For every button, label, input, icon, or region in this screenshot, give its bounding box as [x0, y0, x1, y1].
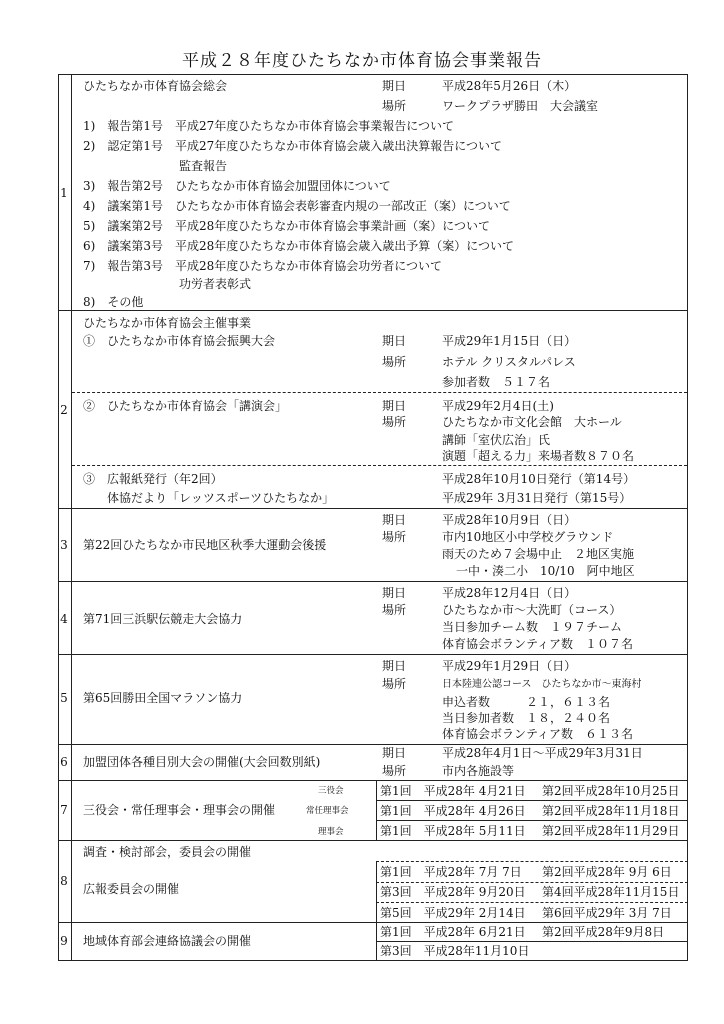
applicant-count: 申込者数 ２１，６１３名 — [442, 695, 611, 709]
row-divider — [58, 654, 688, 655]
meeting-date: 第5回 平成29年 2月14日 — [380, 906, 526, 920]
meeting-date: 第1回 平成28年 6月21日 — [380, 925, 526, 939]
section-number: 3 — [60, 538, 68, 552]
place-value: ひたちなか市～大洗町（コース） — [442, 603, 622, 617]
event-label: ③ 広報紙発行（年2回） — [83, 472, 223, 486]
meeting-date: 第2回平成28年11月29日 — [542, 824, 680, 838]
section-number: 5 — [60, 691, 68, 705]
place-value: 日本陸連公認コース ひたちなか市～東海村 — [442, 679, 642, 690]
place-key: 場所 — [382, 99, 407, 113]
row-label: 第65回勝田全国マラソン協力 — [83, 691, 243, 705]
place-key: 場所 — [382, 677, 407, 691]
section-heading: ひたちなか市体育協会総会 — [83, 79, 228, 93]
schedule-dashed-divider — [376, 902, 688, 903]
place-value: 市内10地区小中学校グラウンド — [442, 530, 614, 544]
place-key: 場所 — [382, 764, 407, 778]
meeting-date: 第6回平成29年 3月 7日 — [542, 906, 672, 920]
row-label: 広報委員会の開催 — [83, 882, 180, 896]
issue-date: 平成29年 3月31日発行（第15号） — [442, 491, 632, 505]
place-value: 市内各施設等 — [442, 764, 515, 778]
date-value: 平成29年1月15日（日） — [442, 334, 577, 348]
section-heading: ひたちなか市体育協会主催事業 — [83, 316, 252, 330]
row-label: 加盟団体各種目別大会の開催(大会回数別紙) — [83, 755, 321, 769]
agenda-item: 2) 認定第1号 平成27年度ひたちなか市体育協会歳入歳出決算報告について — [83, 139, 502, 153]
table-border-bottom — [58, 960, 688, 961]
place-key: 場所 — [382, 415, 407, 429]
row-label: 第22回ひたちなか市民地区秋季大運動会後援 — [83, 538, 327, 552]
meeting-date: 第1回 平成28年 5月11日 — [380, 824, 526, 838]
table-border-left — [58, 74, 59, 961]
place-value: ワークプラザ勝田 大会議室 — [442, 99, 599, 113]
report-table — [58, 74, 688, 961]
volunteer-count: 体育協会ボランティア数 ６１３名 — [442, 727, 634, 741]
note: 雨天のため７会場中止 ２地区実施 — [442, 547, 635, 561]
schedule-row-divider — [376, 800, 688, 801]
date-value: 平成28年10月9日（日） — [442, 513, 577, 527]
date-value: 平成28年5月26日（木） — [442, 79, 577, 93]
date-value: 平成29年1月29日（日） — [442, 659, 577, 673]
date-value: 平成28年4月1日～平成29年3月31日 — [442, 746, 643, 760]
meeting-date: 第2回平成28年 9月 6日 — [542, 865, 672, 879]
participant-count: 参加者数 ５１７名 — [442, 375, 551, 389]
event-label: ② ひたちなか市体育協会「講演会」 — [83, 399, 288, 413]
meeting-type: 理事会 — [318, 827, 344, 837]
meeting-date: 第4回平成28年11月15日 — [542, 885, 680, 899]
dashed-divider — [72, 392, 687, 393]
agenda-item: 3) 報告第2号 ひたちなか市体育協会加盟団体について — [83, 179, 391, 193]
date-key: 期日 — [382, 334, 407, 348]
meeting-date: 第2回平成28年11月18日 — [542, 804, 680, 818]
page-title: 平成２８年度ひたちなか市体育協会事業報告 — [182, 51, 542, 71]
row-divider — [58, 744, 688, 745]
dashed-divider — [72, 465, 687, 466]
row-label: 三役会・常任理事会・理事会の開催 — [83, 803, 276, 817]
date-key: 期日 — [382, 79, 407, 93]
agenda-item: 4) 議案第1号 ひたちなか市体育協会表彰審査内規の一部改正（案）について — [83, 199, 511, 213]
place-key: 場所 — [382, 530, 407, 544]
section-number: 1 — [60, 186, 68, 200]
table-border-right — [687, 74, 688, 961]
meeting-date: 第3回 平成28年11月10日 — [380, 944, 530, 958]
place-value: ホテル クリスタルパレス — [442, 355, 576, 369]
schedule-column-divider — [376, 861, 377, 922]
schedule-dashed-divider — [376, 861, 688, 862]
row-divider — [58, 922, 688, 923]
date-key: 期日 — [382, 659, 407, 673]
event-label: ① ひたちなか市体育協会振興大会 — [83, 334, 276, 348]
agenda-item: 功労者表彰式 — [179, 277, 252, 291]
number-column-divider — [71, 74, 72, 961]
lecturer: 講師「室伏広治」氏 — [442, 433, 551, 447]
team-count: 当日参加チーム数 １９７チーム — [442, 620, 623, 634]
agenda-item: 7) 報告第3号 平成28年度ひたちなか市体育協会功労者について — [83, 259, 442, 273]
place-key: 場所 — [382, 355, 407, 369]
schedule-row-divider — [376, 941, 688, 942]
meeting-date: 第2回平成28年9月8日 — [542, 925, 665, 939]
place-key: 場所 — [382, 603, 407, 617]
row-label: 調査・検討部会，委員会の開催 — [83, 845, 252, 859]
row-divider — [58, 780, 688, 781]
meeting-date: 第1回 平成28年 7月 7日 — [380, 865, 522, 879]
meeting-date: 第2回平成28年10月25日 — [542, 784, 680, 798]
agenda-item: 5) 議案第2号 平成28年度ひたちなか市体育協会事業計画（案）について — [83, 219, 490, 233]
row-divider — [58, 581, 688, 582]
meeting-type: 常任理事会 — [306, 806, 349, 816]
issue-date: 平成28年10月10日発行（第14号） — [442, 472, 636, 486]
schedule-column-divider — [376, 780, 377, 840]
volunteer-count: 体育協会ボランティア数 １０７名 — [442, 637, 634, 651]
row-divider — [58, 310, 688, 311]
meeting-date: 第1回 平成28年 4月21日 — [380, 784, 526, 798]
section-number: 8 — [60, 874, 68, 888]
schedule-row-divider — [376, 820, 688, 821]
place-value: ひたちなか市文化会館 大ホール — [442, 415, 622, 429]
agenda-item: 8) その他 — [83, 295, 144, 309]
date-key: 期日 — [382, 586, 407, 600]
table-border-top — [58, 74, 688, 75]
section-number: 2 — [60, 403, 68, 417]
row-divider — [58, 508, 688, 509]
section-number: 6 — [60, 755, 68, 769]
agenda-item: 監査報告 — [179, 159, 228, 173]
note: 一中・湊二小 10/10 阿中地区 — [456, 564, 635, 578]
date-key: 期日 — [382, 746, 407, 760]
row-divider — [58, 840, 688, 841]
newsletter-name: 体協だより「レッツスポーツひたちなか」 — [107, 491, 335, 505]
meeting-type: 三役会 — [318, 786, 344, 796]
agenda-item: 1) 報告第1号 平成27年度ひたちなか市体育協会事業報告について — [83, 119, 454, 133]
agenda-item: 6) 議案第3号 平成28年度ひたちなか市体育協会歳入歳出予算（案）について — [83, 239, 514, 253]
schedule-dashed-divider — [376, 882, 688, 883]
participant-count: 当日参加者数 １８，２４０名 — [442, 711, 611, 725]
section-number: 9 — [60, 934, 68, 948]
date-value: 平成29年2月4日(土) — [442, 399, 554, 413]
date-value: 平成28年12月4日（日） — [442, 586, 577, 600]
meeting-date: 第1回 平成28年 4月26日 — [380, 804, 526, 818]
section-number: 7 — [60, 803, 68, 817]
date-key: 期日 — [382, 399, 407, 413]
meeting-date: 第3回 平成28年 9月20日 — [380, 885, 526, 899]
section-number: 4 — [60, 612, 68, 626]
row-label: 地域体育部会連絡協議会の開催 — [83, 934, 252, 948]
row-label: 第71回三浜駅伝競走大会協力 — [83, 612, 243, 626]
date-key: 期日 — [382, 513, 407, 527]
lecture-topic: 演題「超える力」来場者数８７０名 — [442, 449, 635, 463]
